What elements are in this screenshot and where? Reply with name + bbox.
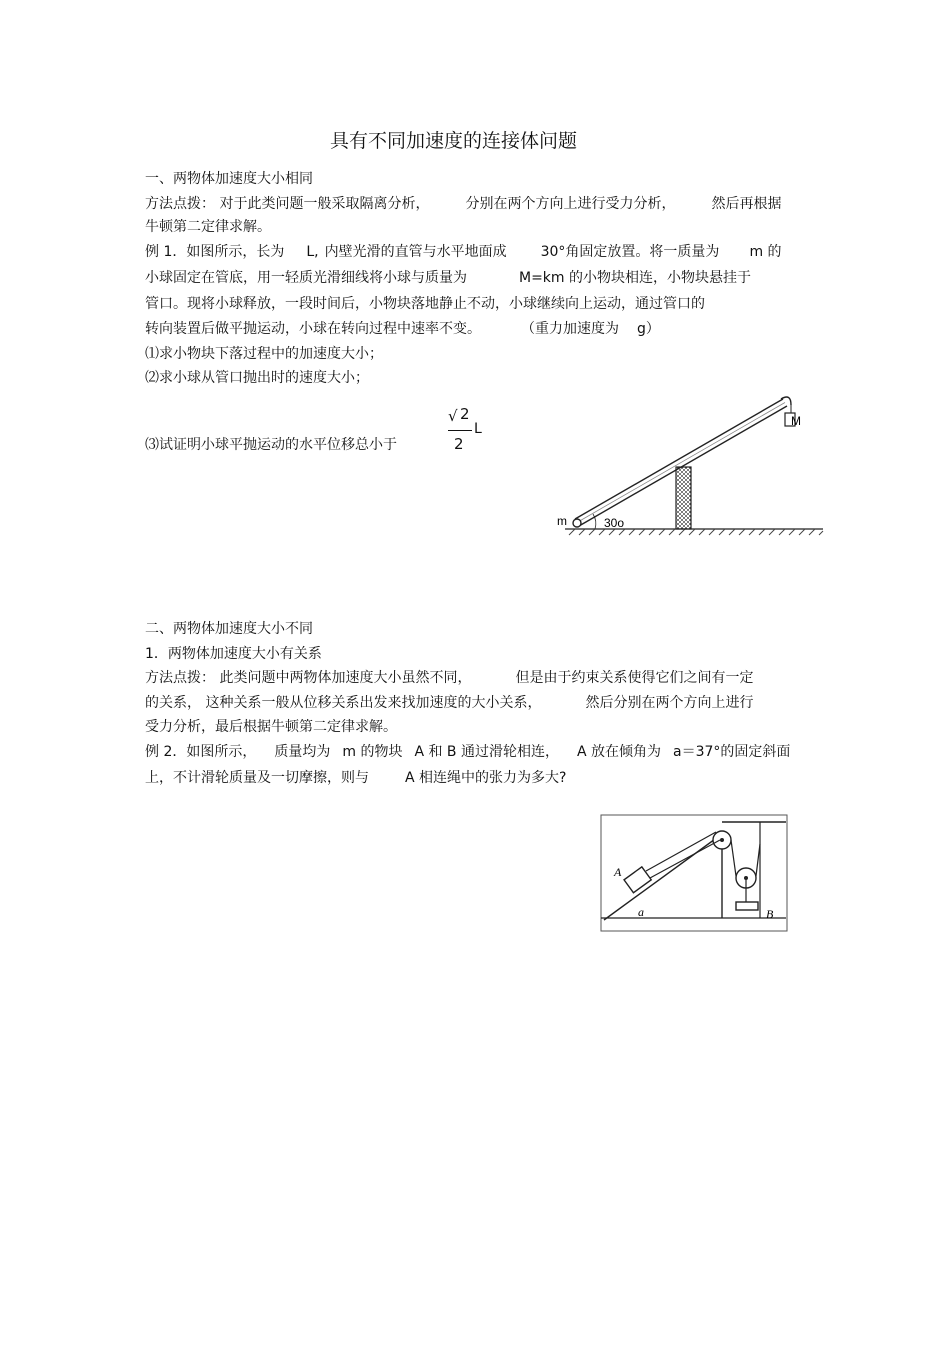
example1-line1 bbox=[145, 245, 782, 259]
rope-A-lower bbox=[650, 840, 720, 878]
example1-line4 bbox=[145, 322, 660, 336]
ex2-seg-5: A 放在倾角为 bbox=[577, 744, 662, 760]
figure-incline-pulley bbox=[600, 814, 790, 934]
ex2-l2-seg-2: A 相连绳中的张力为多大? bbox=[405, 770, 567, 786]
method-tip2-line3: 受力分析，最后根据牛顿第二定律求解。 bbox=[145, 719, 397, 735]
ex2-seg-2: 质量均为 bbox=[274, 744, 331, 760]
fraction-denominator: 2 bbox=[454, 435, 464, 453]
ex1-seg-4: 30°角固定放置。将一质量为 bbox=[540, 244, 720, 260]
label-B: B bbox=[766, 907, 774, 921]
figure-inclined-tube bbox=[555, 385, 835, 545]
tip-seg-3: 然后再根据 bbox=[711, 196, 782, 212]
movable-pulley-axle bbox=[744, 876, 748, 880]
tip2-l2-seg-1: 的关系， 这种关系一般从位移关系出发来找加速度的大小关系， bbox=[145, 695, 542, 711]
label-angle: 30o bbox=[604, 516, 625, 530]
ex1-seg-5: m 的 bbox=[749, 244, 782, 260]
method-tip-line2: 牛顿第二定律求解。 bbox=[145, 219, 271, 235]
fixed-pulley-axle bbox=[720, 838, 724, 842]
method-tip2-line2 bbox=[145, 696, 753, 710]
label-a: a bbox=[638, 905, 644, 919]
incline-surface bbox=[604, 834, 722, 920]
fraction-numerator: 2 bbox=[460, 405, 470, 423]
label-A: A bbox=[614, 865, 622, 879]
question-3: ⑶试证明小球平抛运动的水平位移总小于 bbox=[145, 437, 397, 453]
example1-line2 bbox=[145, 271, 751, 285]
tip-seg-2: 分别在两个方向上进行受力分析， bbox=[465, 196, 676, 212]
fraction-bar bbox=[448, 430, 472, 431]
ball-m bbox=[573, 519, 581, 527]
ex1-l4-seg-1: 转向装置后做平抛运动，小球在转向过程中速率不变。 bbox=[145, 321, 481, 337]
example2-line1 bbox=[145, 745, 790, 759]
question-2: ⑵求小球从管口抛出时的速度大小； bbox=[145, 370, 369, 386]
ex1-l2-seg-1: 小球固定在管底，用一轻质光滑细线将小球与质量为 bbox=[145, 270, 467, 286]
ex2-seg-4: A 和 B 通过滑轮相连， bbox=[414, 744, 559, 760]
support-post bbox=[676, 467, 691, 529]
example1-line3: 管口。现将小球释放，一段时间后，小物块落地静止不动，小球继续向上运动，通过管口的 bbox=[145, 296, 705, 312]
fraction-sqrt2-over-2-L bbox=[448, 405, 488, 453]
section2-subheading: 1．两物体加速度大小有关系 bbox=[145, 646, 322, 662]
figure-frame bbox=[601, 815, 787, 931]
question-1: ⑴求小物块下落过程中的加速度大小； bbox=[145, 346, 383, 362]
method-tip2-line1 bbox=[145, 671, 753, 685]
example2-line2 bbox=[145, 771, 566, 785]
ex2-seg-3: m 的物块 bbox=[342, 744, 403, 760]
label-m: m bbox=[557, 514, 567, 528]
tip2-seg-1: 方法点拨： 此类问题中两物体加速度大小虽然不同， bbox=[145, 670, 472, 686]
ex2-seg-6: a＝37°的固定斜面 bbox=[673, 744, 791, 760]
ex2-l2-seg-1: 上，不计滑轮质量及一切摩擦，则与 bbox=[145, 770, 369, 786]
ex1-seg-3: 内壁光滑的直管与水平地面成 bbox=[324, 244, 507, 260]
method-tip-line1 bbox=[145, 197, 781, 211]
block-B bbox=[736, 902, 758, 910]
sqrt-sign: √ bbox=[448, 407, 458, 425]
label-M: M bbox=[791, 414, 801, 428]
ex1-l4-seg-3: g） bbox=[637, 321, 660, 337]
ex1-l4-seg-2: （重力加速度为 bbox=[521, 321, 619, 337]
section1-heading: 一、两物体加速度大小相同 bbox=[145, 171, 313, 187]
ex1-l2-seg-2: M=km 的小物块相连，小物块悬挂于 bbox=[519, 270, 752, 286]
rope-A-upper bbox=[646, 832, 716, 871]
ex2-seg-1: 例 2．如图所示， bbox=[145, 744, 257, 760]
ex1-seg-1: 例 1．如图所示，长为 bbox=[145, 244, 285, 260]
section2-heading: 二、两物体加速度大小不同 bbox=[145, 621, 313, 637]
tip-seg-1: 方法点拨： 对于此类问题一般采取隔离分析， bbox=[145, 196, 430, 212]
page-title: 具有不同加速度的连接体问题 bbox=[330, 130, 578, 152]
tip2-l2-seg-2: 然后分别在两个方向上进行 bbox=[585, 695, 754, 711]
ex1-seg-2: L, bbox=[306, 244, 319, 260]
rope-right-1 bbox=[731, 840, 736, 876]
tip2-seg-2: 但是由于约束关系使得它们之间有一定 bbox=[515, 670, 754, 686]
fraction-variable: L bbox=[474, 421, 482, 437]
